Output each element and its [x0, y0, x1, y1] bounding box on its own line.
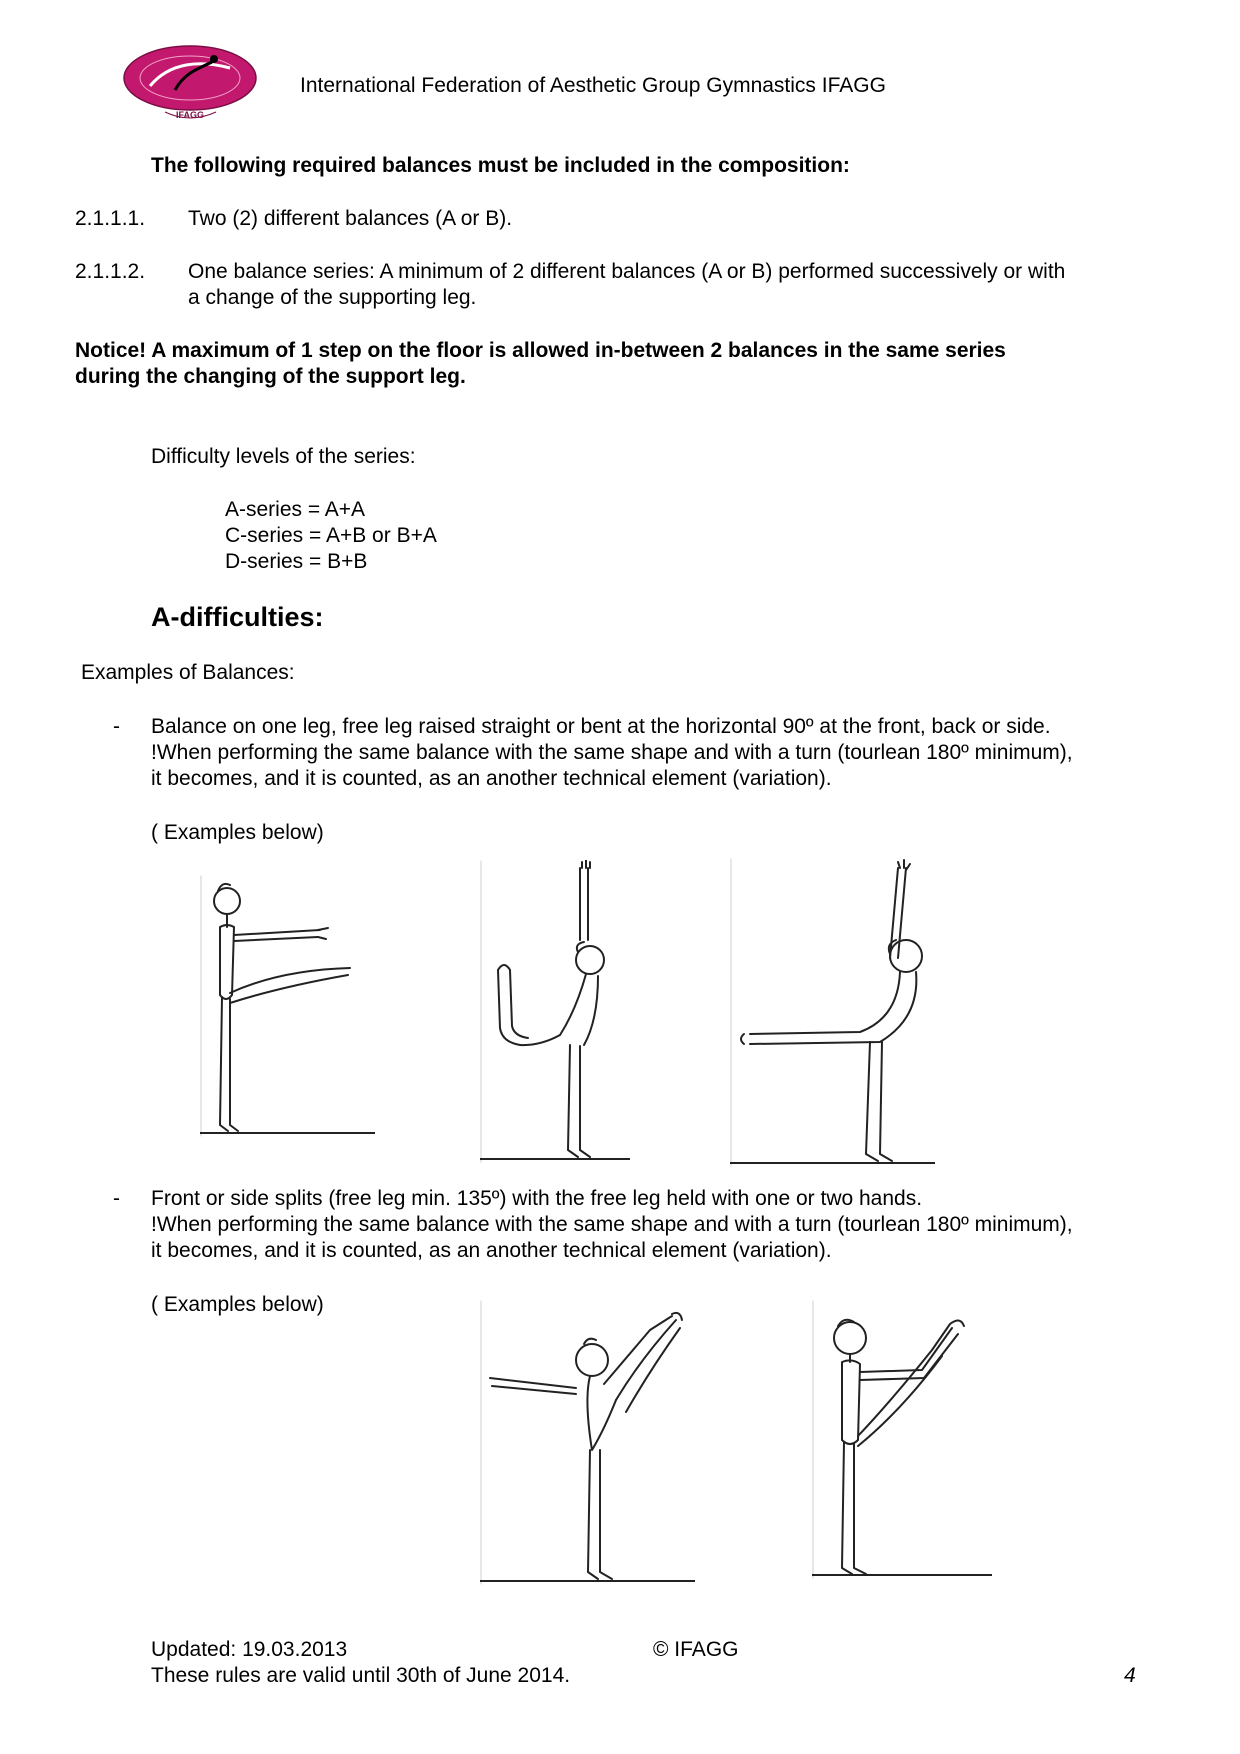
ifagg-logo	[120, 42, 260, 120]
figure-front-balance	[200, 875, 375, 1137]
series-d: D-series = B+B	[225, 550, 368, 573]
bullet-line: !When performing the same balance with the same shape and with a turn (tourlean 180º minimum),	[151, 1213, 1073, 1236]
item-number: 2.1.1.2.	[75, 260, 146, 283]
bullet-dash: -	[113, 1187, 120, 1210]
figure-arabesque-balance	[730, 858, 935, 1168]
figure-bent-leg-back-balance	[480, 860, 630, 1163]
footer-copyright: © IFAGG	[653, 1638, 739, 1661]
examples-title: Examples of Balances:	[81, 661, 295, 684]
item-text-continued: a change of the supporting leg.	[188, 286, 477, 309]
page-number: 4	[1124, 1664, 1136, 1687]
series-c: C-series = A+B or B+A	[225, 524, 437, 547]
difficulty-levels-title: Difficulty levels of the series:	[151, 445, 416, 468]
item-text: One balance series: A minimum of 2 different balances (A or B) performed successively or with	[188, 260, 1066, 283]
footer-updated: Updated: 19.03.2013	[151, 1638, 348, 1661]
bullet-line: !When performing the same balance with the same shape and with a turn (tourlean 180º minimum),	[151, 741, 1073, 764]
footer-validity: These rules are valid until 30th of June 2014.	[151, 1664, 571, 1687]
bullet-dash: -	[113, 715, 120, 738]
bullet-line: Balance on one leg, free leg raised straight or bent at the horizontal 90º at the front, back or side.	[151, 715, 1051, 738]
figure-side-split-held	[480, 1300, 695, 1585]
notice-line-1: Notice! A maximum of 1 step on the floor is allowed in-between 2 balances in the same series	[75, 339, 1006, 362]
item-number: 2.1.1.1.	[75, 207, 146, 230]
a-difficulties-heading: A-difficulties:	[151, 602, 324, 632]
figure-front-split-held	[812, 1300, 992, 1580]
bullet-line: it becomes, and it is counted, as an another technical element (variation).	[151, 1239, 832, 1262]
bullet-line: Front or side splits (free leg min. 135º) with the free leg held with one or two hands.	[151, 1187, 923, 1210]
item-text: Two (2) different balances (A or B).	[188, 207, 513, 230]
bullet-line: it becomes, and it is counted, as an another technical element (variation).	[151, 767, 832, 790]
examples-note: ( Examples below)	[151, 821, 324, 844]
page-header-title: International Federation of Aesthetic Group Gymnastics IFAGG	[300, 74, 886, 97]
series-a: A-series = A+A	[225, 498, 366, 521]
notice-line-2: during the changing of the support leg.	[75, 365, 466, 388]
required-balances-title: The following required balances must be included in the composition:	[151, 154, 850, 177]
examples-note: ( Examples below)	[151, 1293, 324, 1316]
logo-lettering: IFAGG	[175, 110, 205, 120]
